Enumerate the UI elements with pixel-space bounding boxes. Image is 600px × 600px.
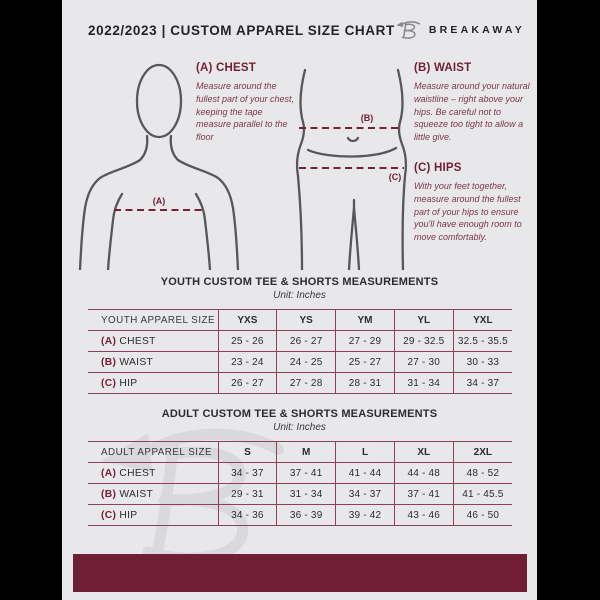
measurement-value: 30 - 33 [453,352,512,373]
chest-description: Measure around the fullest part of your chest, keeping the tape measure parallel to the floor [196,81,295,143]
measurement-value: 25 - 26 [218,331,277,352]
measurement-value: 31 - 34 [277,484,336,505]
measurement-value: 46 - 50 [453,505,512,526]
measurement-value: 34 - 37 [218,463,277,484]
size-label-header: ADULT APPAREL SIZE [88,442,218,463]
hips-instructions [414,162,534,244]
size-column-header: YS [277,310,336,331]
measurement-value: 25 - 27 [336,352,395,373]
table-header-row [88,310,512,331]
measurement-value: 37 - 41 [394,484,453,505]
waist-line-label: (B) [360,113,374,123]
measurement-value: 24 - 25 [277,352,336,373]
size-column-header: M [277,442,336,463]
measurement-value: 23 - 24 [218,352,277,373]
measurement-value: 27 - 28 [277,373,336,394]
size-chart-page [62,0,537,600]
measurement-value: 27 - 30 [394,352,453,373]
lower-body-figure [290,58,415,270]
measurement-label: (A) CHEST [88,331,218,352]
adult-table-unit: Unit: Inches [273,422,326,433]
measurement-value: 29 - 32.5 [394,331,453,352]
hips-heading: (C) HIPS [414,162,462,174]
chest-measure-line [114,196,204,210]
measurement-value: 34 - 37 [336,484,395,505]
chest-instructions [196,62,300,144]
waist-heading: (B) WAIST [414,62,472,74]
chest-heading: (A) CHEST [196,62,256,74]
measurement-value: 41 - 44 [336,463,395,484]
measurement-key: (A) [101,335,117,347]
adult-table-title: ADULT CUSTOM TEE & SHORTS MEASUREMENTS [161,408,438,420]
table-row [88,331,512,352]
measurement-value: 43 - 46 [394,505,453,526]
youth-table-unit: Unit: Inches [273,290,326,301]
table-row [88,373,512,394]
size-column-header: XL [394,442,453,463]
measurement-value: 34 - 37 [453,373,512,394]
measurement-value: 28 - 31 [336,373,395,394]
size-column-header: L [336,442,395,463]
size-column-header: YL [394,310,453,331]
measurement-value: 31 - 34 [394,373,453,394]
youth-size-table [88,309,512,394]
waist-description: Measure around your natural waistline – right above your hips. Be careful not to squeeze too tight to allow a little give. [414,81,530,143]
adult-size-table [88,441,512,526]
brand-lockup [395,19,525,41]
chest-line-label: (A) [152,196,166,206]
hips-line-label: (C) [388,172,402,182]
size-column-header: YXL [453,310,512,331]
measurement-value: 36 - 39 [277,505,336,526]
hips-measure-line [299,168,404,182]
measurement-value: 44 - 48 [394,463,453,484]
breakaway-logo-icon [395,19,422,41]
measurement-key: (B) [101,356,117,368]
footer-accent-bar [73,554,527,592]
measurement-value: 32.5 - 35.5 [453,331,512,352]
measurement-value: 27 - 29 [336,331,395,352]
table-row [88,505,512,526]
table-row [88,352,512,373]
measurement-value: 39 - 42 [336,505,395,526]
table-row [88,463,512,484]
waist-instructions [414,62,534,144]
size-column-header: YXS [218,310,277,331]
waist-measure-line [299,113,402,128]
measurement-label: (C) HIP [88,505,218,526]
measurement-value: 29 - 31 [218,484,277,505]
measurement-value: 26 - 27 [218,373,277,394]
size-column-header: S [218,442,277,463]
table-row [88,484,512,505]
table-header-row [88,442,512,463]
size-column-header: YM [336,310,395,331]
measurement-key: (B) [101,488,117,500]
measurement-value: 26 - 27 [277,331,336,352]
page-header [88,19,525,41]
measurement-key: (C) [101,377,117,389]
size-label-header: YOUTH APPAREL SIZE [88,310,218,331]
measurement-label: (A) CHEST [88,463,218,484]
page-title: 2022/2023 | CUSTOM APPAREL SIZE CHART [88,22,395,38]
measurement-label: (B) WAIST [88,484,218,505]
measurement-value: 37 - 41 [277,463,336,484]
measurement-key: (C) [101,509,117,521]
measurement-label: (B) WAIST [88,352,218,373]
measurement-label: (C) HIP [88,373,218,394]
measurement-key: (A) [101,467,117,479]
size-column-header: 2XL [453,442,512,463]
hips-description: With your feet together, measure around the fullest part of your hips to ensure you'll have enough room to move comfortably. [414,181,522,243]
brand-name: BREAKAWAY [428,24,525,36]
youth-table-title: YOUTH CUSTOM TEE & SHORTS MEASUREMENTS [160,276,439,288]
measurement-value: 41 - 45.5 [453,484,512,505]
measurement-value: 34 - 36 [218,505,277,526]
measurement-value: 48 - 52 [453,463,512,484]
